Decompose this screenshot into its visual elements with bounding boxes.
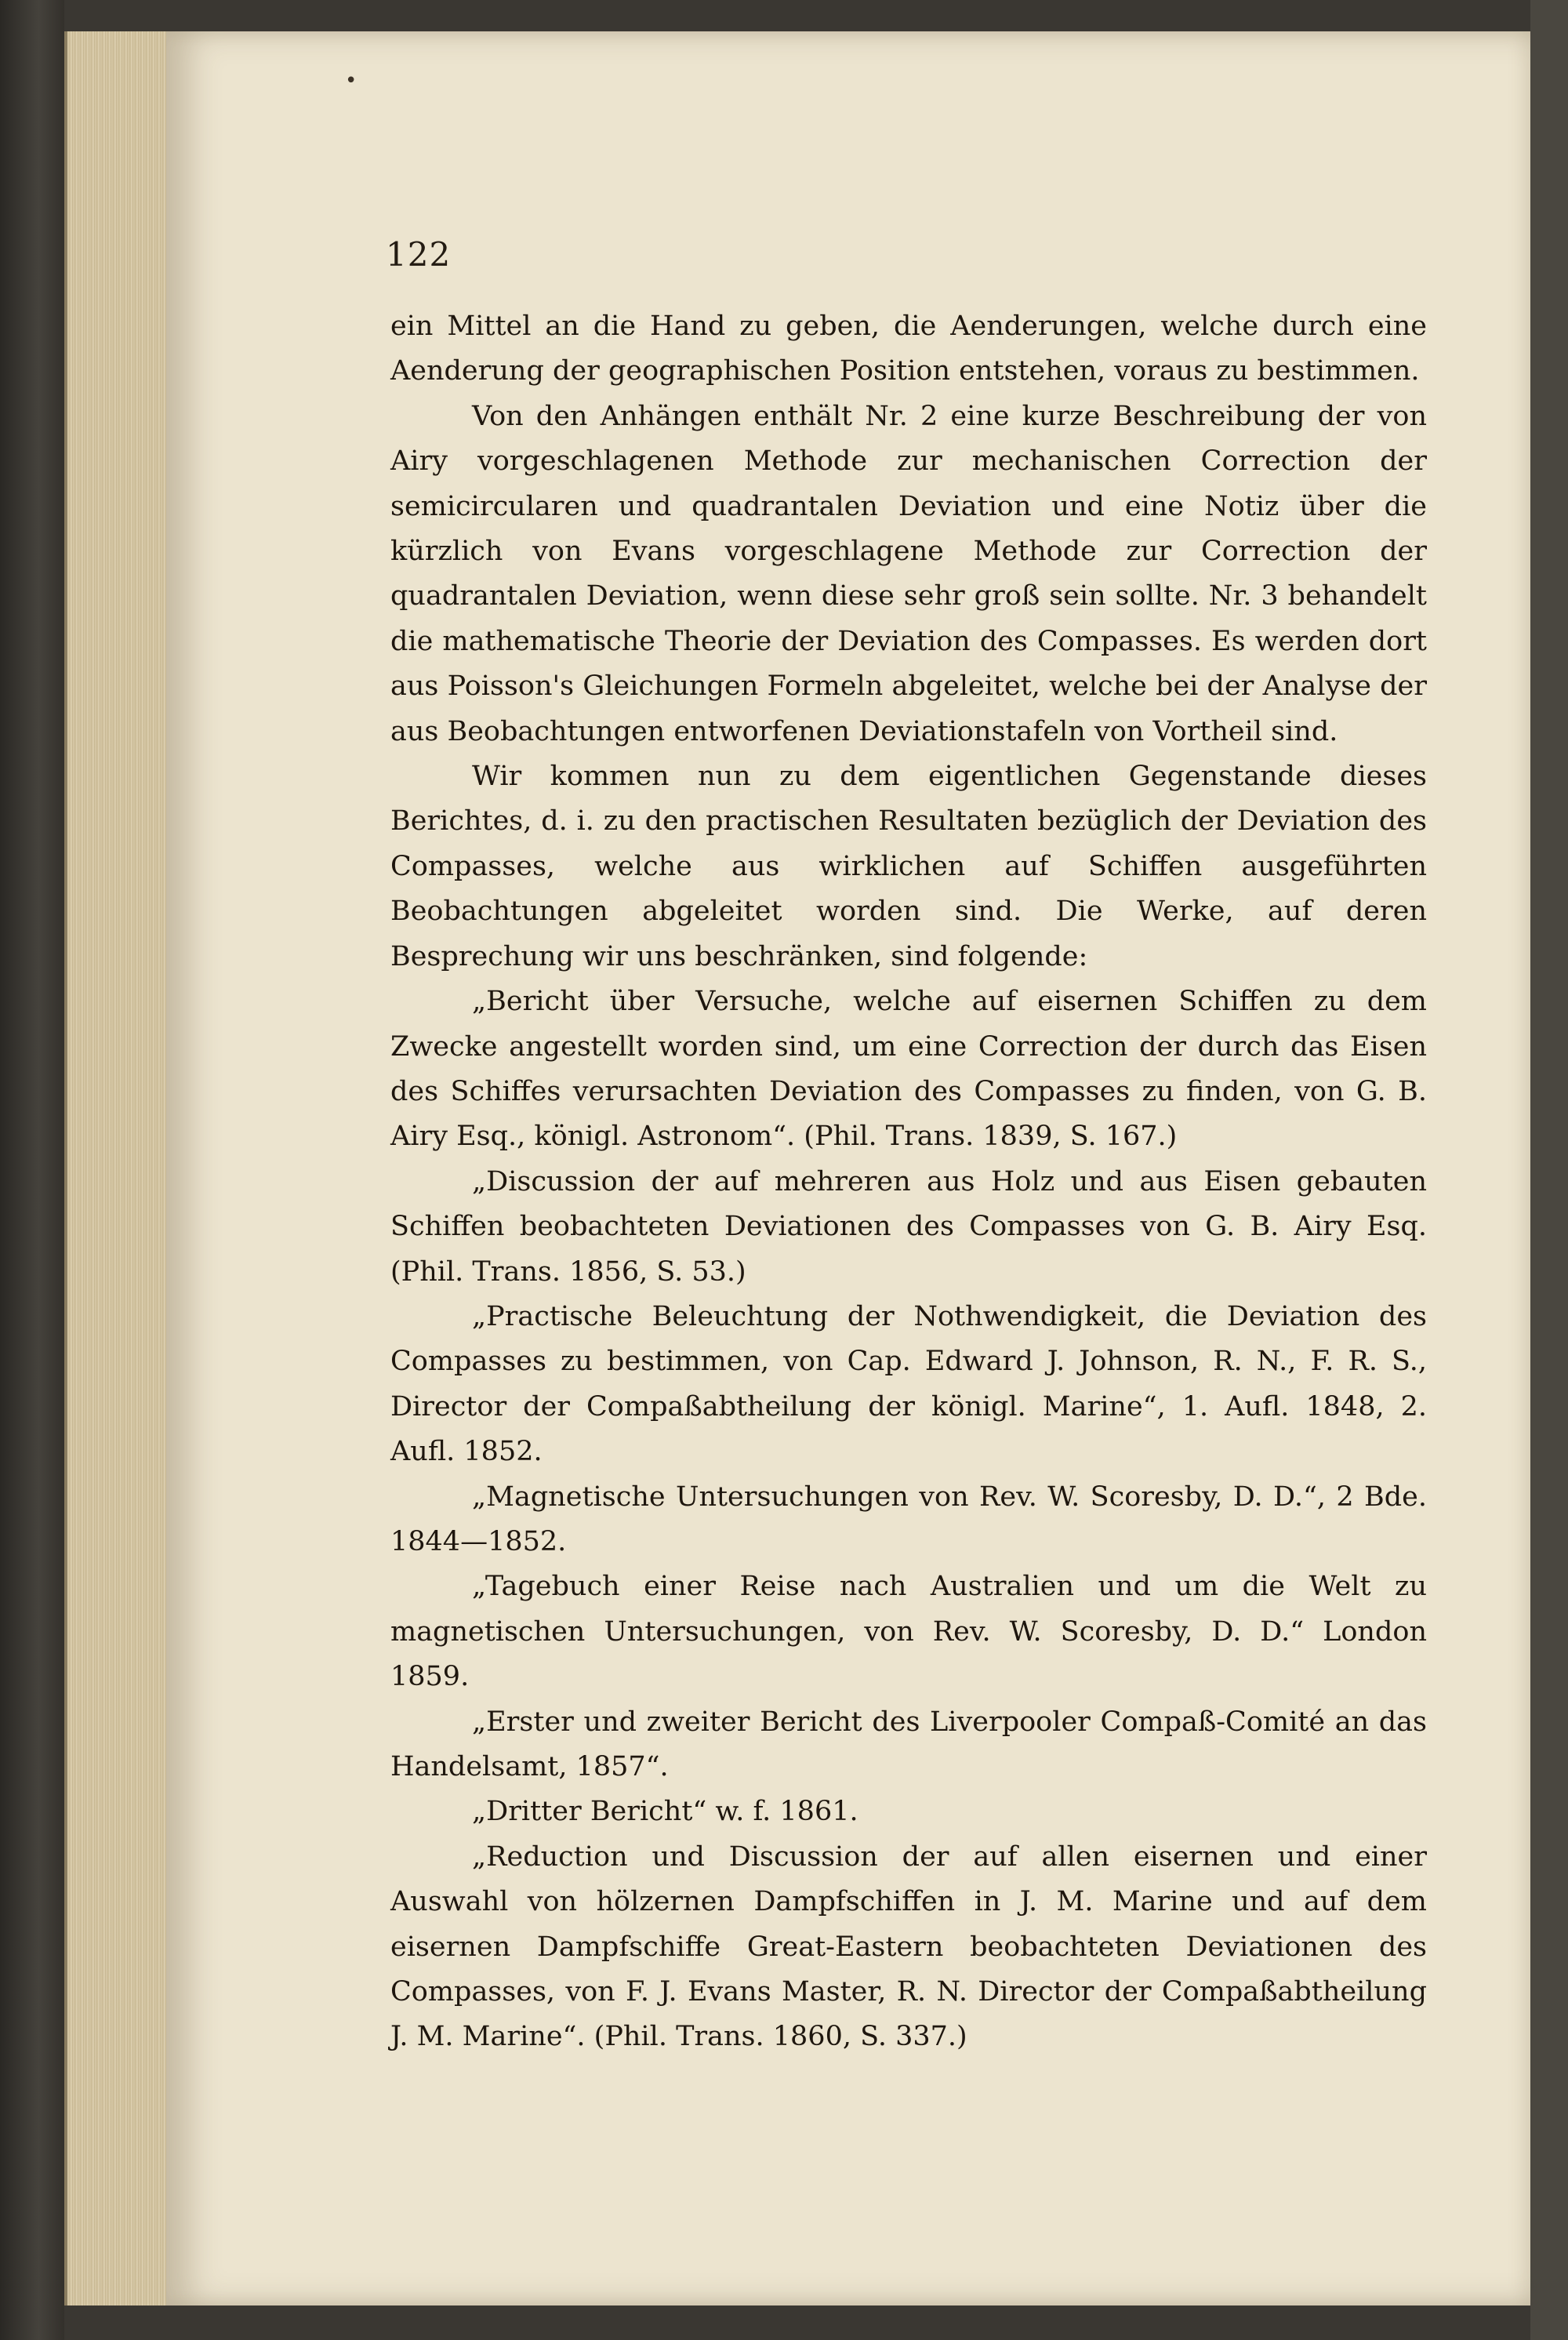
reference-entry: „Bericht über Versuche, welche auf eisernen Schiffen zu dem Zwecke angestellt worden sind, um eine Correction der durch das Eisen des Schiffes verursachten Deviation des Compasses zu finden, von G. B. Airy Esq., königl. Astronom“. (Phil. Trans. 1839, S. 167.) [390,986,1427,1153]
reference-entry: „Discussion der auf mehreren aus Holz und aus Eisen gebauten Schiffen beobachteten Deviationen des Compasses von G. B. Airy Esq. (Phil. Trans. 1856, S. 53.) [390,1165,1427,1288]
page-number: 122 [386,235,452,274]
paragraph: Von den Anhängen enthält Nr. 2 eine kurze Beschreibung der von Airy vorgeschlagenen Methode zur mechanischen Correction der semicircularen und quadrantalen Deviation und eine Notiz über die kürzlich von Evans vorgeschlagene Methode zur Correction der quadrantalen Deviation, wenn diese sehr groß sein sollte. Nr. 3 behandelt die mathematische Theorie der Deviation des Compasses. Es werden dort aus Poisson's Gleichungen Formeln abgeleitet, welche bei der Analyse der aus Beobachtungen entworfenen Deviationstafeln von Vortheil sind. [390,400,1427,747]
scan-border [1530,0,1568,2340]
reference-entry: „Dritter Bericht“ w. f. 1861. [472,1796,858,1828]
page-edges [64,31,169,2305]
body-text [390,304,1427,2060]
reference-entry: „Erster und zweiter Bericht des Liverpooler Compaß-Comité an das Handelsamt, 1857“. [390,1706,1427,1782]
paragraph: ein Mittel an die Hand zu geben, die Aenderungen, welche durch eine Aenderung der geographischen Position entstehen, voraus zu bestimmen. [390,311,1427,387]
reference-entry: „Practische Beleuchtung der Nothwendigkeit, die Deviation des Compasses zu bestimmen, von Cap. Edward J. Johnson, R. N., F. R. S., Director der Compaßabtheilung der königl. Marine“, 1. Aufl. 1848, 2. Aufl. 1852. [390,1300,1427,1468]
reference-entry: „Magnetische Untersuchungen von Rev. W. Scoresby, D. D.“, 2 Bde. 1844—1852. [390,1481,1427,1557]
reference-entry: „Tagebuch einer Reise nach Australien und um die Welt zu magnetischen Untersuchungen, von Rev. W. Scoresby, D. D.“ London 1859. [390,1571,1427,1693]
reference-entry: „Reduction und Discussion der auf allen eisernen und einer Auswahl von hölzernen Dampfschiffen in J. M. Marine und auf dem eisernen Dampfschiffe Great-Eastern beobachteten Deviationen des Compasses, von F. J. Evans Master, R. N. Director der Compaßabtheilung J. M. Marine“. (Phil. Trans. 1860, S. 337.) [390,1840,1427,2053]
book-binding [0,0,64,2340]
paragraph: Wir kommen nun zu dem eigentlichen Gegenstande dieses Berichtes, d. i. zu den practischen Resultaten bezüglich der Deviation des Compasses, welche aus wirklichen auf Schiffen ausgeführten Beobachtungen abgeleitet worden sind. Die Werke, auf deren Besprechung wir uns beschränken, sind folgende: [390,761,1427,972]
page-marker: • [345,69,358,93]
